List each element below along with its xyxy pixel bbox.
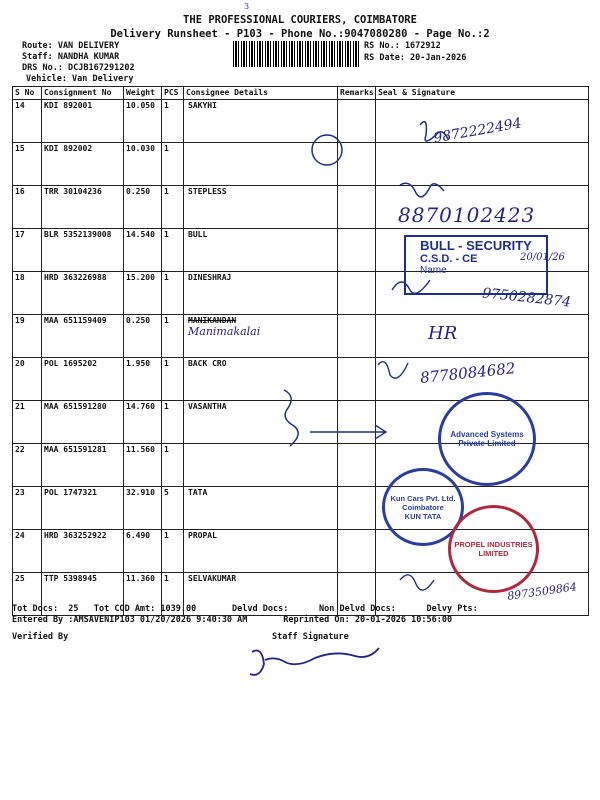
bracket-mark	[284, 390, 298, 446]
rs-number: RS No.: 1672912	[364, 41, 441, 51]
col-weight-header: Weight	[124, 87, 162, 100]
cell-consignee-text: DINESHRAJ	[188, 273, 232, 282]
staff-label: Staff: NANDHA KUMAR	[22, 52, 120, 62]
cell-sno-text: 25	[15, 574, 25, 583]
cell-sno-text: 19	[15, 316, 25, 325]
col-pcs-header: PCS	[162, 87, 184, 100]
col-seal-header: Seal & Signature	[376, 87, 589, 100]
cell-pcs-text: 1	[164, 316, 169, 325]
cell-weight-text: 1.950	[126, 359, 151, 368]
cell-sno-text: 14	[15, 101, 25, 110]
cell-pcs-text: 1	[164, 402, 169, 411]
cell-pcs-text: 1	[164, 359, 169, 368]
cell-weight-text: 0.250	[126, 187, 151, 196]
bull-stamp-title: BULL - SECURITY	[420, 238, 532, 253]
advanced-systems-seal: Advanced Systems Private Limited	[438, 392, 536, 486]
bull-stamp-date: 20/01/26	[520, 252, 565, 263]
cell-consignment-no-text: BLR 5352139008	[44, 230, 112, 239]
cell-sno-text: 16	[15, 187, 25, 196]
kun-seal-ring-text: Kun Cars Pvt. Ltd. Coimbatore	[390, 493, 456, 512]
staff-signature-label: Staff Signature	[272, 632, 349, 642]
cell-consignment-no-text: POL 1747321	[44, 488, 97, 497]
cell-consignment-no-text: POL 1695202	[44, 359, 97, 368]
rs-date: RS Date: 20-Jan-2026	[364, 53, 467, 63]
cell-weight-text: 10.050	[126, 101, 155, 110]
cell-consignee-text: BACK CRO	[188, 359, 227, 368]
bull-stamp-name-label: Name	[420, 265, 447, 276]
cell-sno-text: 21	[15, 402, 25, 411]
cell-consignment-no-text: TTP 5398945	[44, 574, 97, 583]
cell-pcs-text: 1	[164, 144, 169, 153]
staff-signature-ink	[250, 648, 379, 675]
cell-weight-text: 14.760	[126, 402, 155, 411]
top-ink-mark: 3	[244, 2, 250, 11]
staff-signature-text	[320, 660, 324, 661]
cell-weight-text: 11.560	[126, 445, 155, 454]
cell-pcs-text: 1	[164, 187, 169, 196]
route-label: Route: VAN DELIVERY	[22, 41, 120, 51]
cell-consignee-text: PROPAL	[188, 531, 217, 540]
signature-scribble-16	[400, 183, 444, 197]
cell-consignment-no-text: MAA 651159409	[44, 316, 107, 325]
cell-pcs-text: 1	[164, 445, 169, 454]
kun-seal-center: KUN TATA	[404, 511, 442, 521]
handwritten-consignee-correction: Manimakalai	[188, 325, 261, 338]
cell-weight-text: 14.540	[126, 230, 155, 239]
cell-pcs-text: 1	[164, 574, 169, 583]
cell-consignee-text: MANIKANDAN	[188, 316, 237, 325]
cell-consignment-no-text: MAA 651591280	[44, 402, 107, 411]
vehicle-label: Vehicle: Van Delivery	[26, 74, 134, 84]
cell-pcs-text: 5	[164, 488, 169, 497]
footer-totals: Tot Docs: 25 Tot COD Amt: 1039.00 Delvd Docs: Non Delvd Docs: Delvy Pts:	[12, 604, 478, 614]
cell-consignee-text: TATA	[188, 488, 208, 497]
propel-industries-seal: PROPEL INDUSTRIES LIMITED	[448, 505, 539, 593]
cell-consignee-text: VASANTHA	[188, 402, 227, 411]
cell-consignment-no-text: KDI 892002	[44, 144, 93, 153]
handwritten-phone-3: 9750282874	[481, 285, 572, 311]
cell-consignee-text: SAKYHI	[188, 101, 217, 110]
cell-consignee-text: SELVAKUMAR	[188, 574, 237, 583]
cell-sno-text: 20	[15, 359, 25, 368]
cell-consignment-no-text: MAA 651591281	[44, 445, 107, 454]
cell-consignee-text: BULL	[188, 230, 208, 239]
bull-stamp-subtitle: C.S.D. - CE	[420, 253, 478, 265]
col-consignment-header: Consignment No	[42, 87, 124, 100]
handwritten-phone-4: 8778084682	[419, 359, 517, 387]
cell-sno-text: 23	[15, 488, 25, 497]
col-sno-header: S No	[13, 87, 42, 100]
cell-consignment-no-text: TRR 30104236	[44, 187, 102, 196]
bull-security-stamp	[404, 235, 548, 295]
cell-consignment-no-text: HRD 363252922	[44, 531, 107, 540]
handwritten-phone-1: 9872222494	[432, 115, 523, 147]
drs-number: DRS No.: DCJB167291202	[22, 63, 135, 73]
handwritten-phone-5: 8973509864	[506, 580, 578, 603]
cell-sno-text: 24	[15, 531, 25, 540]
cell-weight-text: 0.250	[126, 316, 151, 325]
cell-pcs-text: 1	[164, 531, 169, 540]
company-name: THE PROFESSIONAL COURIERS, COIMBATORE	[183, 14, 417, 26]
cell-consignment-no-text: HRD 363226988	[44, 273, 107, 282]
signature-scribble-20	[378, 362, 408, 378]
cell-consignee-text: STEPLESS	[188, 187, 227, 196]
cell-weight-text: 10.030	[126, 144, 155, 153]
handwritten-hr: HR	[428, 323, 458, 344]
cell-sno-text: 15	[15, 144, 25, 153]
verified-by-label: Verified By	[12, 632, 69, 642]
cell-sno-text: 17	[15, 230, 25, 239]
cell-weight-text: 11.360	[126, 574, 155, 583]
cell-sno-text: 22	[15, 445, 25, 454]
cell-pcs-text: 1	[164, 273, 169, 282]
cell-weight-text: 15.200	[126, 273, 155, 282]
handwritten-phone-2: 8870102423	[398, 203, 536, 227]
footer-entered-by: Entered By :AMSAVENIP103 01/20/2026 9:40:30 AM Reprinted On: 20-01-2026 10:56:00	[12, 615, 453, 625]
cell-pcs-text: 1	[164, 230, 169, 239]
cell-weight-text: 6.490	[126, 531, 151, 540]
arrow-mark	[310, 425, 386, 439]
ink-circle-mark	[312, 135, 342, 165]
signature-scribble-25	[400, 575, 434, 590]
col-remarks-header: Remarks	[338, 87, 376, 100]
runsheet-title: Delivery Runsheet - P103 - Phone No.:9047080280 - Page No.:2	[110, 28, 490, 40]
cell-sno-text: 18	[15, 273, 25, 282]
cell-consignment-no-text: KDI 892001	[44, 101, 93, 110]
cell-pcs-text: 1	[164, 101, 169, 110]
cell-weight-text: 32.910	[126, 488, 155, 497]
col-consignee-header: Consignee Details	[184, 87, 338, 100]
